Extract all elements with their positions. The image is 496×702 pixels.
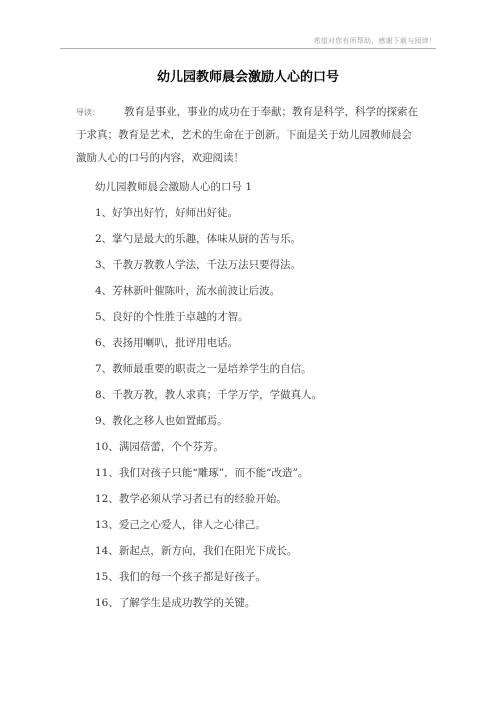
list-item: 1、好笋出好竹，好师出好徒。: [95, 207, 239, 219]
list-item: 4、芳林新叶催陈叶，流水前波让后波。: [95, 285, 281, 297]
list-item: 15、我们的每一个孩子都是好孩子。: [95, 571, 266, 583]
intro-paragraph: [76, 101, 421, 170]
list-item: 16、了解学生是成功教学的关键。: [95, 597, 256, 609]
list-item: 6、表扬用喇叭，批评用电话。: [95, 337, 239, 349]
intro-text: 教育是事业，事业的成功在于奉献；教育是科学，科学的探索在于求真；教育是艺术，艺术的生命在于创新。下面是关于幼儿园教师晨会激励人心的口号的内容，欢迎阅读！: [76, 106, 418, 164]
list-item: 12、教学必须从学习者已有的经验开始。: [95, 493, 287, 505]
header-note: 希望对您有所帮助，感谢下载与阅读！: [313, 37, 436, 45]
list-item: 11、我们对孩子只能“雕琢”，而不能“改造”。: [95, 467, 309, 479]
list-item: 7、教师最重要的职责之一是培养学生的自信。: [95, 363, 312, 375]
list-item: 10、满园蓓蕾，个个芬芳。: [95, 441, 224, 453]
document-title: 幼儿园教师晨会激励人心的口号: [156, 70, 339, 85]
header-divider: [60, 48, 436, 49]
intro-label: 导读：: [76, 108, 100, 117]
list-item: 2、掌勺是最大的乐趣，体味从厨的苦与乐。: [95, 233, 302, 245]
list-item: 14、新起点，新方向，我们在阳光下成长。: [95, 545, 298, 557]
list-item: 8、千教万教，教人求真；千学万学，学做真人。: [95, 389, 323, 401]
list-item: 5、良好的个性胜于卓越的才智。: [95, 311, 249, 323]
slogan-list: [95, 180, 425, 622]
list-item: 9、教化之移人也如置邮焉。: [95, 415, 228, 427]
section-heading: 幼儿园教师晨会激励人心的口号 1: [95, 181, 253, 193]
list-item: 3、千教万教教人学法，千法万法只要得法。: [95, 259, 302, 271]
list-item: 13、爱己之心爱人，律人之心律己。: [95, 519, 266, 531]
